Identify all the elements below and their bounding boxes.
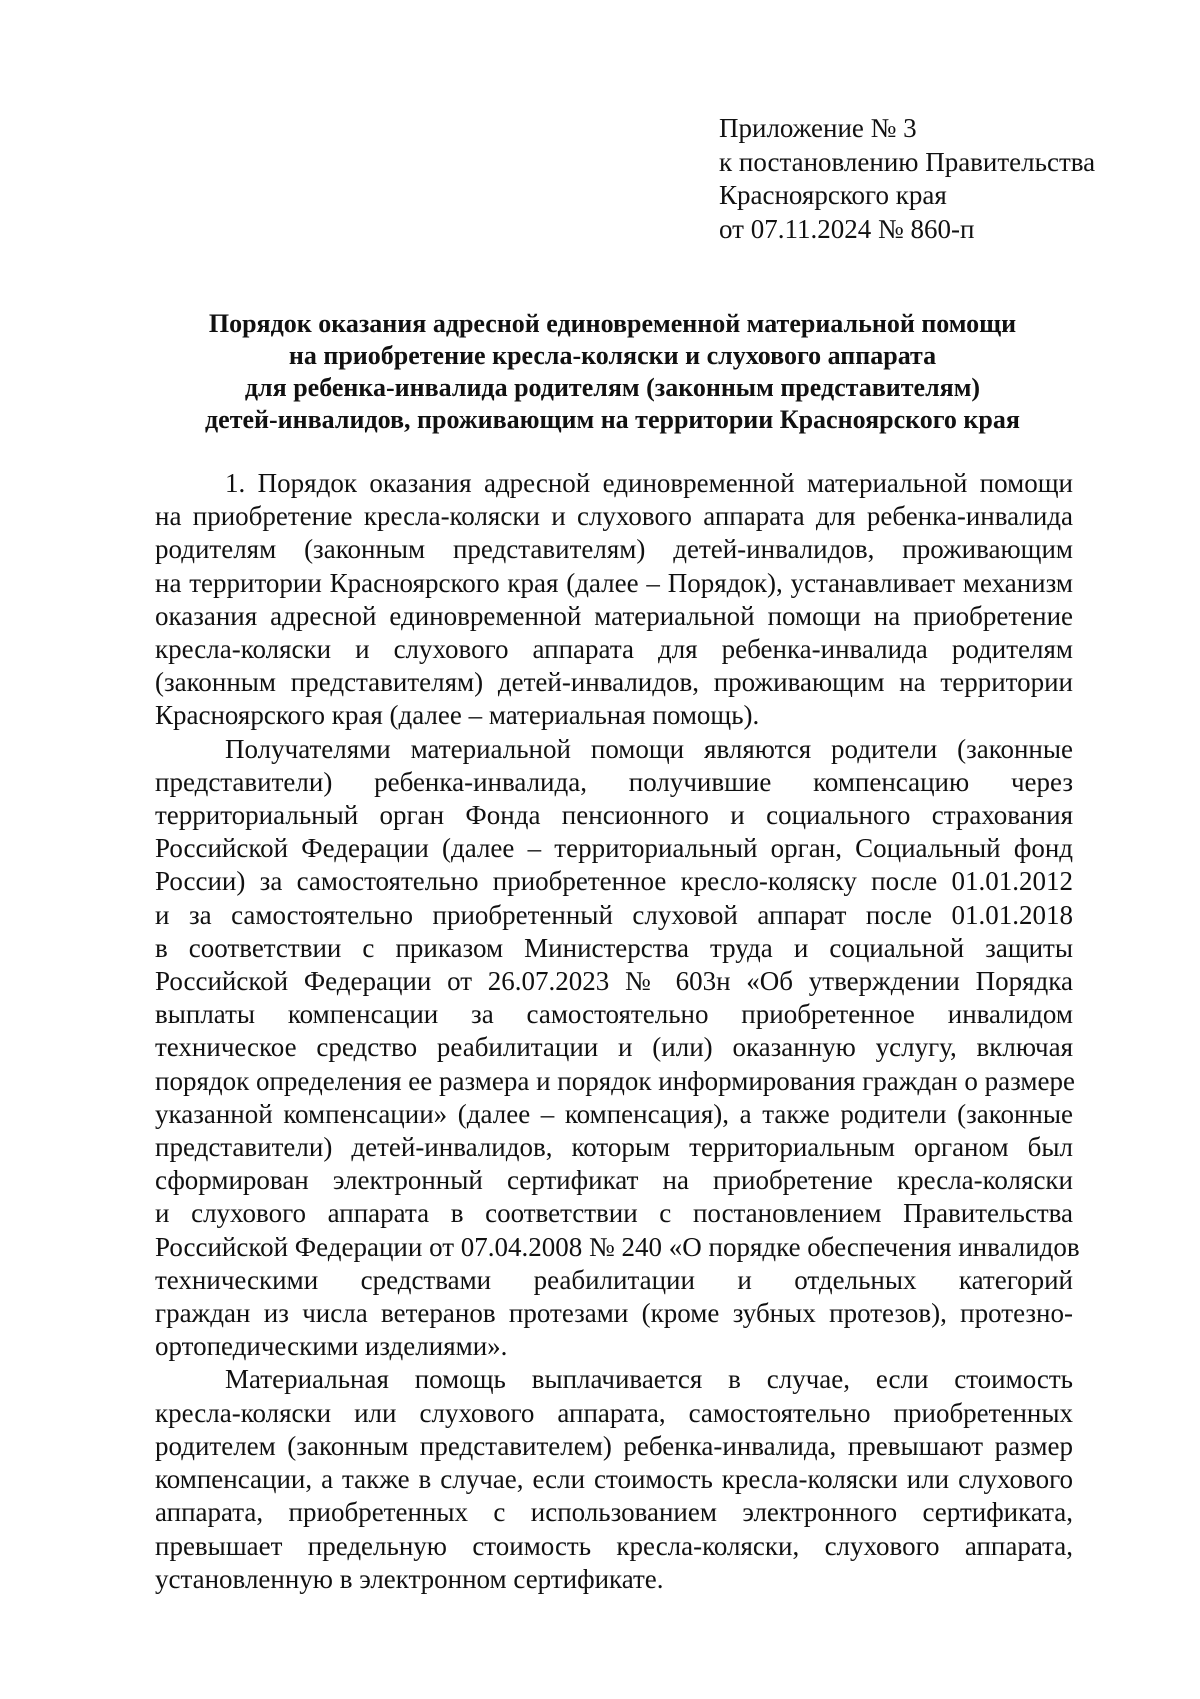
attachment-reference: к постановлению Правительства <box>719 146 1096 177</box>
text-line: кресла-коляски или слухового аппарата, самостоятельно приобретенных <box>155 1397 1073 1428</box>
text-line: оказания адресной единовременной материальной помощи на приобретение <box>155 600 1073 631</box>
text-line: порядок определения ее размера и порядок информирования граждан о размере <box>155 1065 1075 1096</box>
text-line: России) за самостоятельно приобретенное кресло-коляску после 01.01.2012 <box>155 866 1073 897</box>
text-line: на территории Красноярского края (далее – Порядок), устанавливает механизм <box>155 567 1073 598</box>
paragraph-1 <box>155 467 1073 733</box>
text-line: компенсации, а также в случае, если стоимость кресла-коляски или слухового <box>155 1464 1073 1495</box>
text-line: сформирован электронный сертификат на приобретение кресла-коляски <box>155 1165 1073 1196</box>
text-line: выплаты компенсации за самостоятельно приобретенное инвалидом <box>155 999 1073 1030</box>
attachment-region: Красноярского края <box>719 180 947 210</box>
text-line: на приобретение кресла-коляски и слухового аппарата для ребенка-инвалида <box>155 501 1073 532</box>
title-line: для ребенка-инвалида родителям (законным представителям) <box>244 373 981 402</box>
text-line: родителем (законным представителем) ребенка-инвалида, превышают размер <box>155 1430 1073 1461</box>
text-line: указанной компенсации» (далее – компенсация), а также родители (законные <box>155 1098 1073 1129</box>
title-line: на приобретение кресла-коляски и слухового аппарата <box>288 341 937 370</box>
text-line: Красноярского края (далее – материальная помощь). <box>155 700 760 731</box>
text-line: Российской Федерации от 26.07.2023 № 603н «Об утверждении Порядка <box>155 966 1073 997</box>
text-line: Российской Федерации от 07.04.2008 № 240 «О порядке обеспечения инвалидов <box>155 1231 1080 1262</box>
text-line: граждан из числа ветеранов протезами (кроме зубных протезов), протезно- <box>155 1298 1073 1329</box>
text-line: Получателями материальной помощи являются родители (законные <box>225 733 1073 764</box>
text-line: 1. Порядок оказания адресной единовременной материальной помощи <box>225 468 1073 498</box>
text-line: территориальный орган Фонда пенсионного и социального страхования <box>155 800 1073 831</box>
paragraph-2 <box>155 733 1080 1364</box>
text-line: в соответствии с приказом Министерства труда и социальной защиты <box>155 932 1073 963</box>
text-line: и слухового аппарата в соответствии с постановлением Правительства <box>155 1198 1073 1229</box>
text-line: установленную в электронном сертификате. <box>155 1563 664 1594</box>
text-line: представители) ребенка-инвалида, получившие компенсацию через <box>155 766 1073 797</box>
title-line: детей-инвалидов, проживающим на территории Красноярского края <box>205 405 1020 434</box>
title-line: Порядок оказания адресной единовременной материальной помощи <box>208 309 1017 338</box>
text-line: Российской Федерации (далее – территориальный орган, Социальный фонд <box>155 833 1073 864</box>
text-line: представители) детей-инвалидов, которым территориальным органом был <box>155 1132 1073 1163</box>
attachment-header <box>719 112 1139 246</box>
text-line: аппарата, приобретенных с использованием электронного сертификата, <box>155 1497 1073 1528</box>
text-line: техническое средство реабилитации и (или) оказанную услугу, включая <box>155 1032 1073 1063</box>
attachment-number: Приложение № 3 <box>719 113 917 143</box>
text-line: родителям (законным представителям) детей-инвалидов, проживающим <box>155 534 1073 565</box>
document-title <box>150 308 1075 436</box>
paragraph-3 <box>155 1363 1073 1595</box>
text-line: техническими средствами реабилитации и отдельных категорий <box>155 1264 1073 1295</box>
text-line: (законным представителям) детей-инвалидов, проживающим на территории <box>155 667 1073 698</box>
text-line: ортопедическими изделиями». <box>155 1331 508 1362</box>
document-body <box>155 467 1080 1596</box>
attachment-date: от 07.11.2024 № 860-п <box>719 213 975 244</box>
text-line: Материальная помощь выплачивается в случае, если стоимость <box>225 1364 1073 1395</box>
text-line: и за самостоятельно приобретенный слуховой аппарат после 01.01.2018 <box>155 899 1073 930</box>
text-line: кресла-коляски и слухового аппарата для ребенка-инвалида родителям <box>155 634 1073 665</box>
text-line: превышает предельную стоимость кресла-коляски, слухового аппарата, <box>155 1530 1073 1561</box>
